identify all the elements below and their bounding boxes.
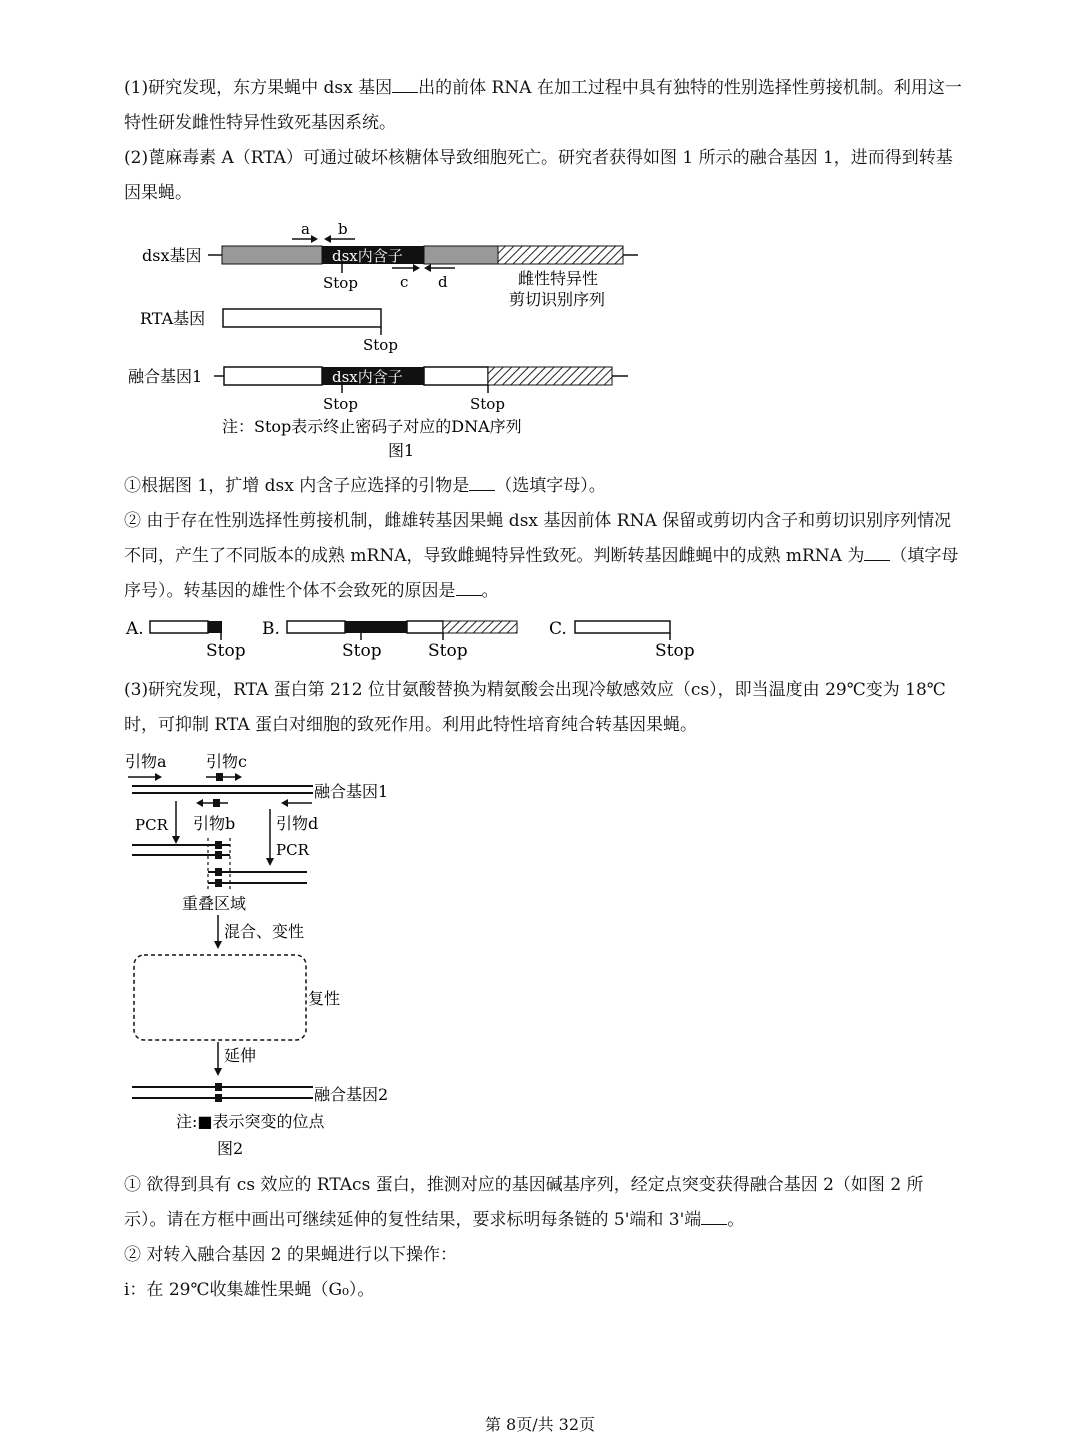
- primer-d-label: d: [438, 273, 448, 291]
- option-c-label: C.: [549, 619, 567, 639]
- fig2-pcr-right: PCR: [276, 841, 309, 859]
- figure-2-caption: 图2: [217, 1139, 244, 1158]
- figure-1-caption: 图1: [388, 441, 415, 460]
- answer-blank[interactable]: [864, 546, 890, 561]
- question-3-intro: (3)研究发现，RTA 蛋白第 212 位甘氨酸替换为精氨酸会出现冷敏感效应（cs），即当温度由 29℃变为 18℃时，可抑制 RTA 蛋白对细胞的致死作用。利用此特性培育纯合转基因果蝇。: [124, 680, 946, 735]
- question-3-2: ② 对转入融合基因 2 的果蝇进行以下操作：: [124, 1245, 458, 1265]
- question-2-2: ② 由于存在性别选择性剪接机制，雌雄转基因果蝇 dsx 基因前体 RNA 保留或剪切内含子和剪切识别序列情况不同，产生了不同版本的成熟 mRNA，导致雌蝇特异性致死。判断转基因雌蝇中的成熟 mRNA 为 （填字母序号）。转基因的雄性个体不会致死的原因是 。: [124, 511, 959, 601]
- rta-stop-label: Stop: [363, 336, 398, 354]
- dsx-intron-label: dsx内含子: [332, 247, 403, 265]
- fusion-rta-part-2: [424, 367, 488, 385]
- fusion-stop-label-2: Stop: [470, 395, 505, 413]
- option-a-label: A.: [126, 619, 144, 639]
- fig2-anneal-label: 复性: [308, 989, 341, 1008]
- question-3-step-i: i：在 29℃收集雄性果蝇（G₀）。: [124, 1280, 375, 1300]
- question-1: (1)研究发现，东方果蝇中 dsx 基因 出的前体 RNA 在加工过程中具有独特的性别选择性剪接机制。利用这一特性研发雌性特异性致死基因系统。: [124, 78, 962, 133]
- option-a-white: [150, 621, 208, 633]
- fig2-mix-label: 混合、变性: [224, 922, 305, 941]
- answer-blank[interactable]: [392, 78, 418, 93]
- page-number: 第 8页/共 32页: [484, 1415, 596, 1434]
- fusion-rta-part-1: [224, 367, 322, 385]
- answer-blank[interactable]: [701, 1210, 727, 1225]
- option-a-stop: Stop: [206, 641, 246, 661]
- primer-c-label: c: [400, 273, 409, 291]
- option-b-label: B.: [262, 619, 280, 639]
- fusion-female-seq: [488, 367, 612, 385]
- dsx-stop-label: Stop: [323, 274, 358, 292]
- figure-1: [120, 215, 680, 465]
- question-3-1: ① 欲得到具有 cs 效应的 RTAcs 蛋白，推测对应的基因碱基序列，经定点突变获得融合基因 2（如图 2 所示）。请在方框中画出可继续延伸的复性结果，要求标明每条链的 5'端和 3'端 。: [124, 1175, 924, 1230]
- fig2-primer-d-label: 引物d: [276, 814, 319, 833]
- fig2-primer-a-label: 引物a: [125, 752, 167, 771]
- fig2-fusion1-label: 融合基因1: [314, 782, 389, 801]
- option-b-stop-1: Stop: [342, 641, 382, 661]
- option-c-stop: Stop: [655, 641, 695, 661]
- answer-blank[interactable]: [456, 581, 482, 596]
- fusion-intron-label: dsx内含子: [332, 368, 403, 386]
- fig2-note: 注:■表示突变的位点: [176, 1112, 325, 1131]
- female-seq-label-2: 剪切识别序列: [509, 290, 606, 309]
- dsx-exon-2: [424, 246, 498, 264]
- fig2-primer-b-label: 引物b: [193, 814, 236, 833]
- question-2-intro: (2)蓖麻毒素 A（RTA）可通过破坏核糖体导致细胞死亡。研究者获得如图 1 所示的融合基因 1，进而得到转基因果蝇。: [124, 148, 953, 203]
- fusion-gene-1-label: 融合基因1: [128, 367, 203, 386]
- primer-b-label: b: [338, 220, 348, 238]
- option-b-black: [345, 621, 407, 633]
- fusion-stop-label-1: Stop: [323, 395, 358, 413]
- annealing-answer-box[interactable]: [134, 955, 306, 1040]
- option-b-white-1: [287, 621, 345, 633]
- female-specific-seq: [498, 246, 623, 264]
- dsx-gene-label: dsx基因: [142, 246, 202, 265]
- option-b-hatch: [443, 621, 517, 633]
- answer-blank[interactable]: [469, 476, 495, 491]
- option-c-white: [575, 621, 670, 633]
- rta-gene-label: RTA基因: [140, 309, 206, 328]
- fig2-overlap-label: 重叠区域: [182, 894, 247, 913]
- mrna-options: [120, 612, 710, 664]
- fig2-fusion2-label: 融合基因2: [314, 1085, 389, 1104]
- option-b-white-2: [407, 621, 443, 633]
- primer-a-label: a: [301, 220, 310, 238]
- question-2-1: ①根据图 1，扩增 dsx 内含子应选择的引物是 （选填字母）。: [124, 476, 606, 496]
- figure-1-note: 注：Stop表示终止密码子对应的DNA序列: [222, 417, 522, 436]
- fig2-primer-c-label: 引物c: [206, 752, 247, 771]
- option-a-black: [208, 621, 222, 633]
- rta-gene-box: [223, 309, 381, 327]
- female-seq-label-1: 雌性特异性: [518, 269, 599, 288]
- option-b-stop-2: Stop: [428, 641, 468, 661]
- fig2-extend-label: 延伸: [224, 1046, 257, 1065]
- fig2-pcr-left: PCR: [135, 816, 168, 834]
- dsx-exon-1: [222, 246, 322, 264]
- figure-2: [120, 745, 420, 1165]
